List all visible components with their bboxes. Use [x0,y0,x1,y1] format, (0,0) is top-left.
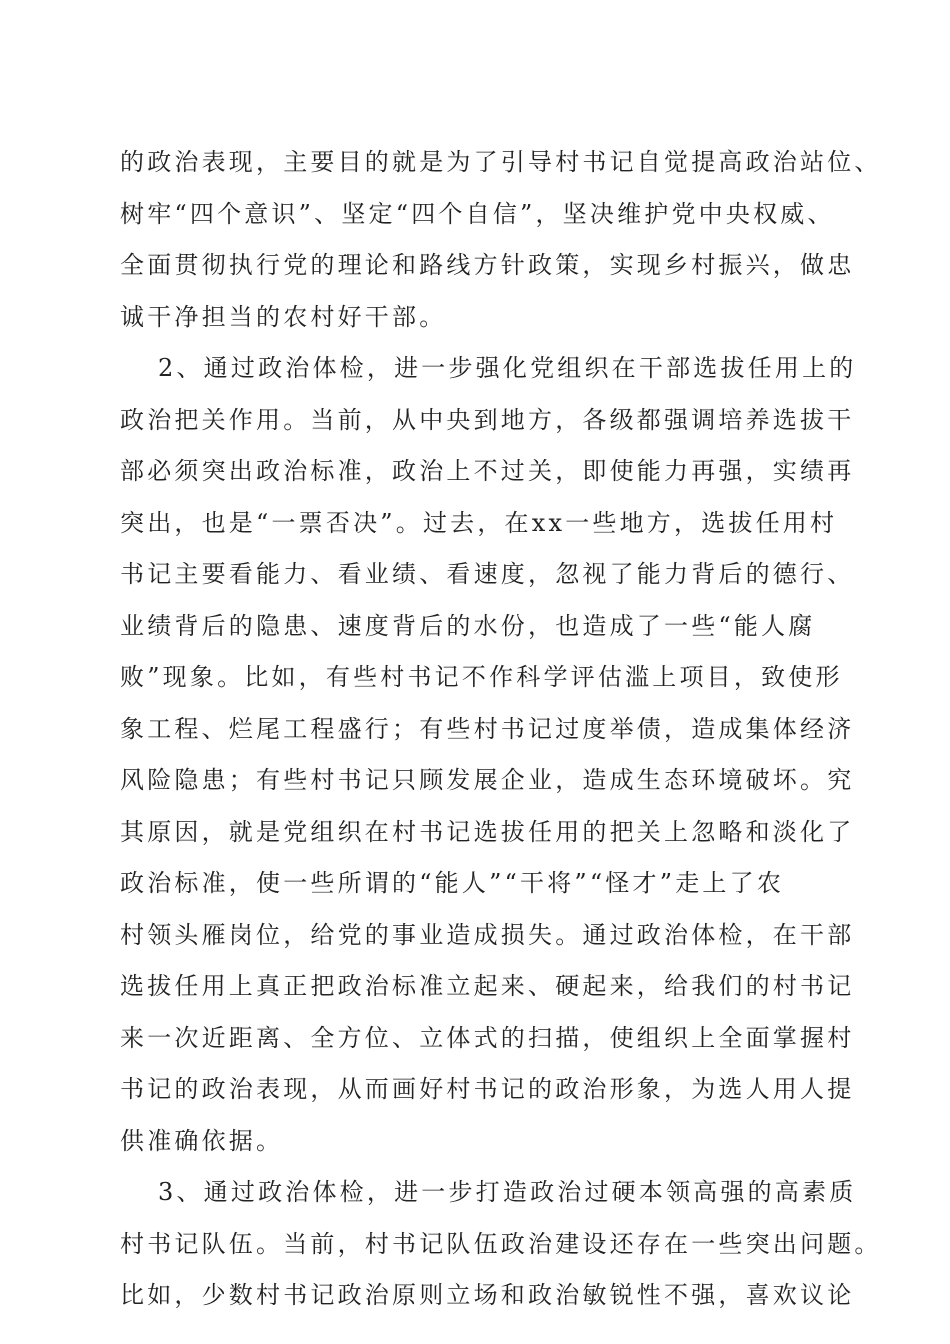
paragraph-start-line: 3、通过政治体检，进一步打造政治过硬本领高强的高素质 [158,1178,857,1206]
text-line: 供准确依据。 [120,1126,284,1155]
text-line: 书记主要看能力、看业绩、看速度，忽视了能力背后的德行、 [120,560,855,588]
text-line: 业绩背后的隐患、速度背后的水份，也造成了一些“能人腐 [120,611,816,640]
text-line: 的政治表现，主要目的就是为了引导村书记自觉提高政治站位、 [120,148,882,176]
text-line: 部必须突出政治标准，政治上不过关，即使能力再强，实绩再 [120,457,855,485]
text-line: 突出，也是“一票否决”。过去，在xx一些地方，选拔任用村 [120,508,838,537]
text-line: 选拔任用上真正把政治标准立起来、硬起来，给我们的村书记 [120,972,855,1000]
text-line: 败”现象。比如，有些村书记不作科学评估滥上项目，致使形 [120,663,843,691]
text-line: 政治标准，使一些所谓的“能人”“干将”“怪才”走上了农 [120,869,785,897]
text-line: 树牢“四个意识”、坚定“四个自信”，坚决维护党中央权威、 [120,199,835,228]
paragraph-start-line: 2、通过政治体检，进一步强化党组织在干部选拔任用上的 [158,354,857,382]
body-text [120,137,882,1322]
text-line: 比如，少数村书记政治原则立场和政治敏锐性不强，喜欢议论 [120,1281,855,1309]
text-line: 村书记队伍。当前，村书记队伍政治建设还存在一些突出问题。 [120,1229,882,1258]
text-line: 政治把关作用。当前，从中央到地方，各级都强调培养选拔干 [120,405,855,434]
text-line: 诚干净担当的农村好干部。 [120,302,447,331]
text-line: 风险隐患；有些村书记只顾发展企业，造成生态环境破坏。究 [120,766,855,794]
text-line: 象工程、烂尾工程盛行；有些村书记过度举债，造成集体经济 [120,714,855,743]
text-line: 全面贯彻执行党的理论和路线方针政策，实现乡村振兴，做忠 [120,251,855,279]
text-line: 来一次近距离、全方位、立体式的扫描，使组织上全面掌握村 [120,1023,855,1052]
text-line: 村领头雁岗位，给党的事业造成损失。通过政治体检，在干部 [120,920,855,949]
text-line: 其原因，就是党组织在村书记选拔任用的把关上忽略和淡化了 [120,817,855,846]
text-line: 书记的政治表现，从而画好村书记的政治形象，为选人用人提 [120,1075,855,1103]
